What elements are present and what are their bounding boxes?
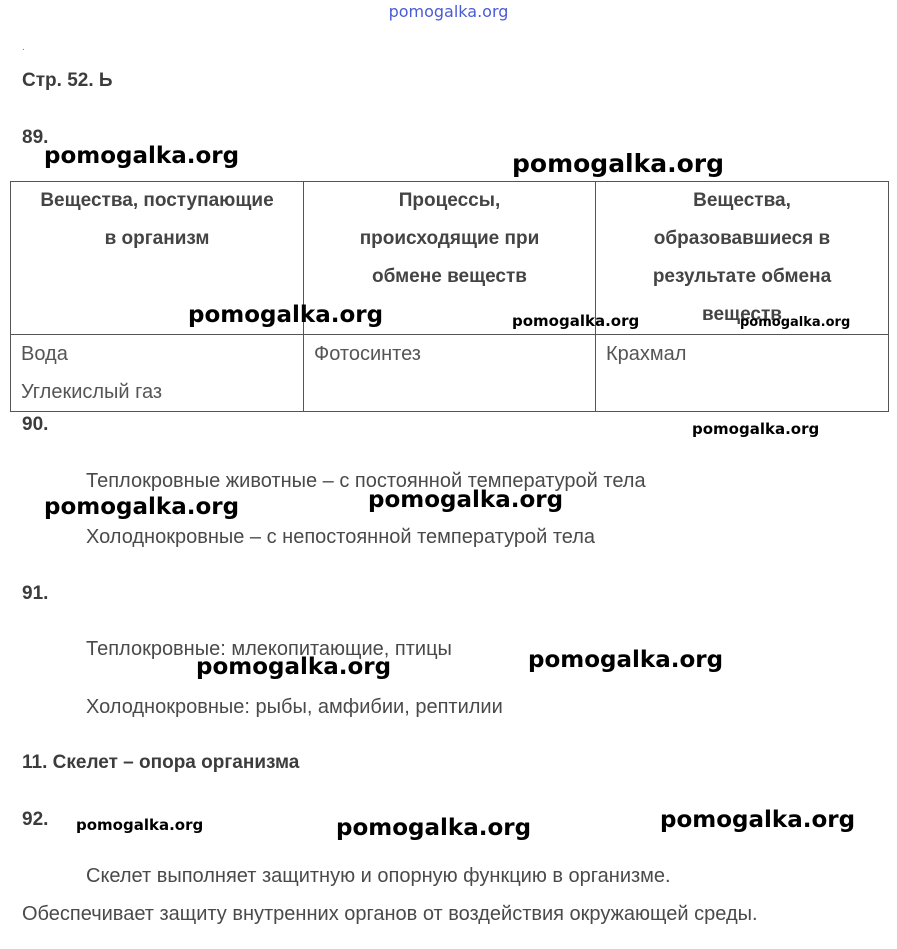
watermark: pomogalka.org [336,815,532,841]
task-91-number: 91. [22,583,49,604]
cell-line: Крахмал [606,343,687,365]
watermark: pomogalka.org [740,315,851,330]
task-92-line-2: Обеспечивает защиту внутренних органов от воздействия окружающей среды. [22,903,758,925]
header-line: обмене веществ [372,266,527,287]
watermark: pomogalka.org [512,312,640,330]
page-reference: Стр. 52. Ь [22,70,113,91]
cell-line: Фотосинтез [314,343,421,365]
header-line: Вещества, [693,190,791,211]
header-line: Вещества, поступающие [40,190,274,211]
dot-mark: . [22,42,25,53]
watermark: pomogalka.org [196,654,392,680]
substances-table [10,181,889,412]
site-header-link[interactable]: pomogalka.org [388,2,509,21]
watermark: pomogalka.org [528,647,724,673]
task-90-line-2: Холоднокровные – с непостоянной температурой тела [86,526,596,548]
table-cell-outputs [596,335,889,412]
watermark: pomogalka.org [368,487,564,513]
watermark: pomogalka.org [44,494,240,520]
watermark: pomogalka.org [692,420,820,438]
task-92-line-1: Скелет выполняет защитную и опорную функцию в организме. [86,865,671,887]
watermark: pomogalka.org [188,302,384,328]
header-cell-substances-out [596,182,889,335]
task-90-number: 90. [22,414,49,435]
watermark: pomogalka.org [76,816,204,834]
table-cell-process [304,335,596,412]
watermark: pomogalka.org [512,149,725,178]
table-row [11,335,889,412]
table-cell-inputs [11,335,304,412]
header-line: происходящие при [359,228,540,249]
header-line: Процессы, [398,190,501,211]
header-line: в организм [104,228,210,249]
watermark: pomogalka.org [660,807,856,833]
cell-line: Углекислый газ [21,381,163,403]
task-92-number: 92. [22,809,49,830]
watermark: pomogalka.org [44,143,240,169]
cell-line: Вода [21,343,68,365]
header-line: результате обмена [652,266,832,287]
table-header-row [11,182,889,335]
header-line: образовавшиеся в [653,228,831,249]
task-91-line-1: Теплокровные: млекопитающие, птицы [86,638,452,660]
task-91-line-2: Холоднокровные: рыбы, амфибии, рептилии [86,696,503,718]
task-90-line-1: Теплокровные животные – с постоянной температурой тела [86,470,646,492]
header-line: веществ [702,304,782,325]
section-title: 11. Скелет – опора организма [22,752,300,773]
task-89-number: 89. [22,127,49,148]
